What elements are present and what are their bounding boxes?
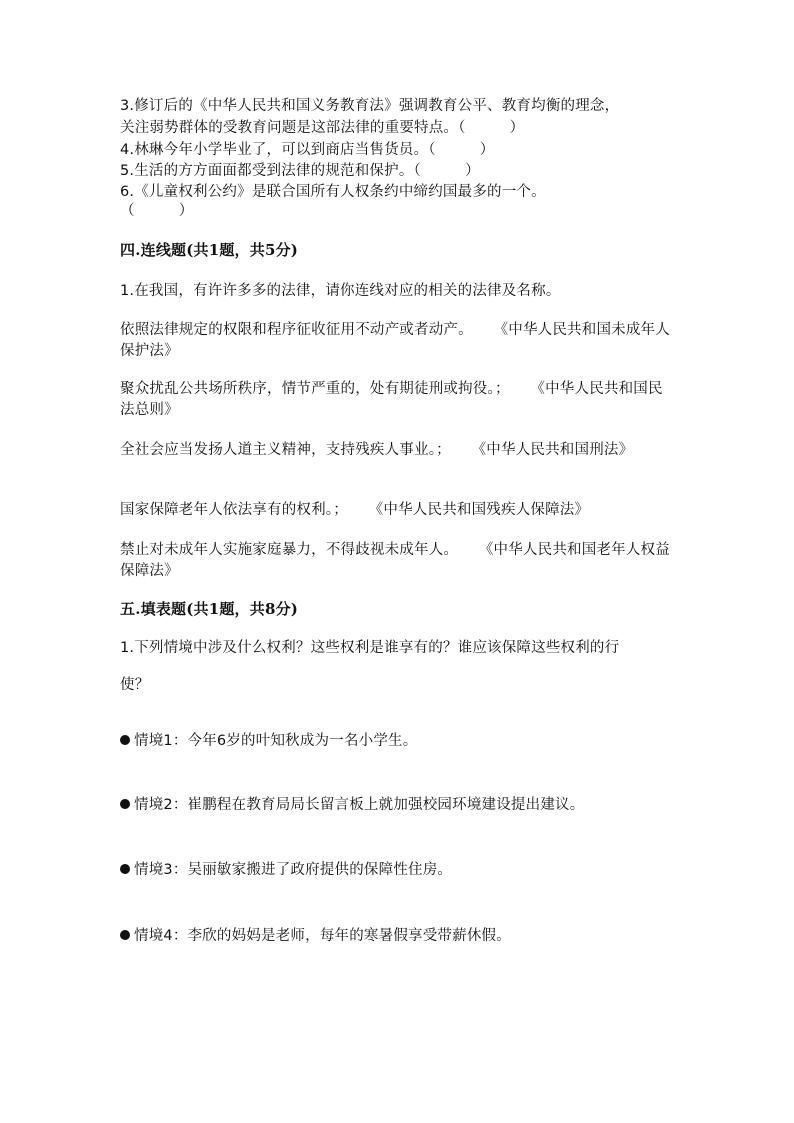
scenario-4 bbox=[120, 926, 511, 946]
scenario-text: 情境3：吴丽敏家搬进了政府提供的保障性住房。 bbox=[134, 862, 453, 878]
bullet-icon bbox=[120, 930, 130, 940]
matching-law: 《中华人民共和国刑法》 bbox=[478, 442, 634, 458]
scenario-1 bbox=[120, 731, 417, 751]
section-4-question: 1.在我国，有许许多多的法律，请你连线对应的相关的法律及名称。 bbox=[120, 283, 561, 299]
matching-situation: 禁止对未成年人实施家庭暴力，不得歧视未成年人。 bbox=[120, 542, 459, 558]
question-6-line-2: （ ） bbox=[120, 203, 194, 219]
matching-pair-5 bbox=[120, 540, 676, 582]
question-6-line-1: 6.《儿童权利公约》是联合国所有人权条约中缔约国最多的一个。 bbox=[120, 184, 546, 200]
matching-pair-3 bbox=[120, 440, 676, 461]
section-5-question-line-2: 使？ bbox=[120, 677, 150, 693]
question-3-line-1: 3.修订后的《中华人民共和国义务教育法》强调教育公平、教育均衡的理念， bbox=[120, 98, 620, 114]
matching-law: 《中华人民共和国残疾人保障法》 bbox=[375, 502, 590, 518]
matching-situation: 聚众扰乱公共场所秩序，情节严重的，处有期徒刑或拘役。； bbox=[120, 381, 510, 397]
question-4: 4.林琳今年小学毕业了，可以到商店当售货员。（ ） bbox=[120, 142, 495, 158]
question-5: 5.生活的方方面面都受到法律的规范和保护。（ ） bbox=[120, 163, 480, 179]
bullet-icon bbox=[120, 799, 130, 809]
matching-situation: 全社会应当发扬人道主义精神，支持残疾人事业。； bbox=[120, 442, 451, 458]
matching-situation: 依照法律规定的权限和程序征收征用不动产或者动产。 bbox=[120, 322, 473, 338]
scenario-3 bbox=[120, 860, 452, 880]
scenario-text: 情境2：崔鹏程在教育局局长留言板上就加强校园环境建设提出建议。 bbox=[134, 797, 585, 813]
section-4-heading: 四.连线题(共1题，共5分) bbox=[120, 241, 299, 259]
scenario-text: 情境1：今年6岁的叶知秋成为一名小学生。 bbox=[134, 733, 418, 749]
matching-pair-1 bbox=[120, 320, 676, 362]
matching-pair-4 bbox=[120, 500, 676, 521]
section-5-question-line-1: 1.下列情境中涉及什么权利？这些权利是谁享有的？谁应该保障这些权利的行 bbox=[120, 640, 620, 656]
bullet-icon bbox=[120, 864, 130, 874]
matching-pair-2 bbox=[120, 379, 676, 421]
matching-law: 《中华人民共和国民法总则》 bbox=[120, 381, 663, 418]
section-5-heading: 五.填表题(共1题，共8分) bbox=[120, 600, 299, 618]
scenario-text: 情境4：李欣的妈妈是老师，每年的寒暑假享受带薪休假。 bbox=[134, 928, 511, 944]
bullet-icon bbox=[120, 735, 130, 745]
matching-law: 《中华人民共和国老年人权益保障法》 bbox=[120, 542, 670, 579]
question-3-line-2: 关注弱势群体的受教育问题是这部法律的重要特点。（ ） bbox=[120, 120, 525, 136]
matching-law: 《中华人民共和国未成年人保护法》 bbox=[120, 322, 670, 359]
matching-situation: 国家保障老年人依法享有的权利。； bbox=[120, 502, 348, 518]
scenario-2 bbox=[120, 795, 584, 815]
